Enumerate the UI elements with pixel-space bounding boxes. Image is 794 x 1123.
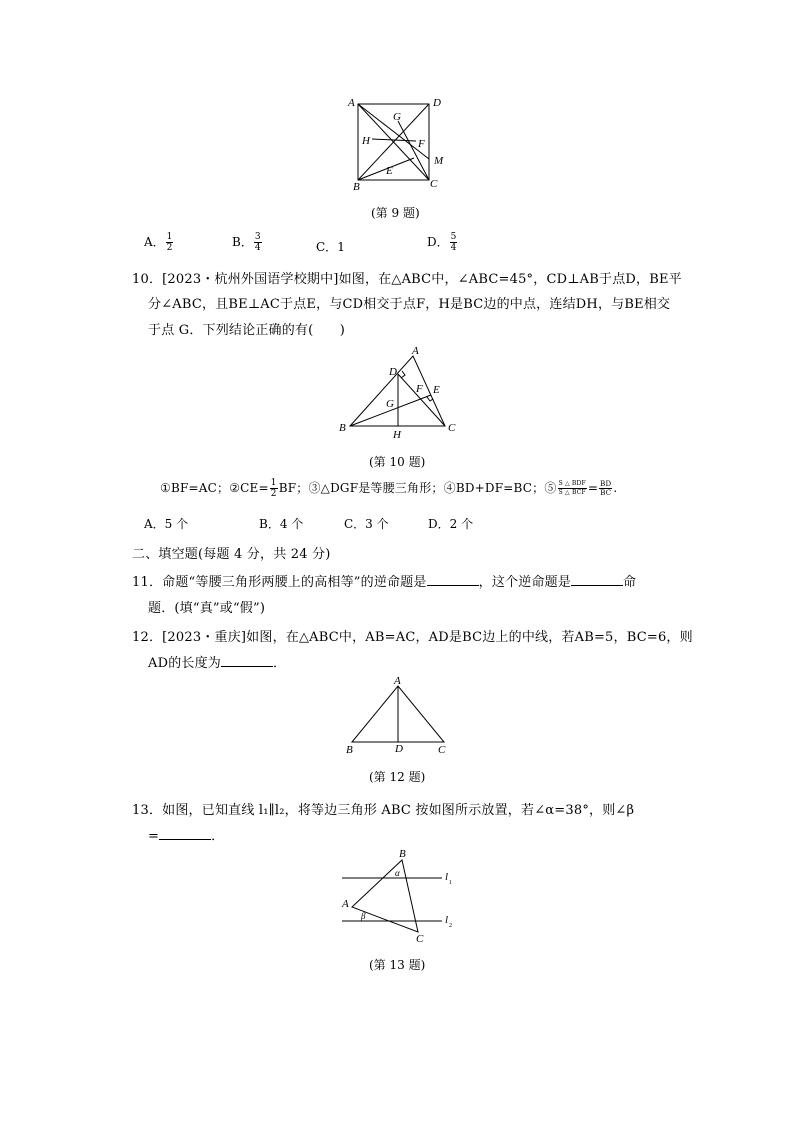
q11-text-b: ，这个逆命题是 — [478, 575, 572, 590]
q13-label-alpha: α — [395, 868, 400, 878]
q11-line-2: 题．(填“真”或“假”) — [148, 601, 266, 616]
q11-text-c: 命 — [623, 575, 637, 590]
q10-label-a: A — [412, 345, 419, 357]
q13-label-l2-sub: 2 — [449, 923, 452, 929]
q10-statement-2-post: BF； — [278, 481, 309, 495]
q12-label-b: B — [346, 744, 353, 756]
q10-statement-5-eq: = — [587, 481, 599, 495]
q9-option-d-letter: D． — [427, 235, 449, 249]
q10-option-a: A．5 个 — [144, 517, 189, 531]
q12-label-c: C — [438, 744, 446, 756]
q10-statement-5-right-fraction: $\frac{BD}{BC}$ — [600, 480, 612, 497]
q9-caption: (第 9 题) — [371, 206, 420, 220]
q9-label-f: F — [418, 138, 425, 150]
q10-line-3: 于点 G．下列结论正确的有( ) — [148, 323, 346, 338]
q10-statement-5-pre: ⑤ — [544, 481, 557, 495]
q13-text-a: = — [148, 829, 160, 844]
q9-label-a: A — [348, 97, 355, 109]
q12-caption: (第 12 题) — [369, 770, 426, 784]
section-2-title: 二、填空题(每题 4 分，共 24 分) — [132, 547, 331, 562]
q9-label-b: B — [353, 181, 360, 193]
q9-label-g: G — [393, 111, 401, 123]
q10-label-g: G — [386, 398, 394, 410]
q10-label-h: H — [393, 429, 401, 441]
q9-label-e: E — [386, 165, 393, 177]
q10-option-d: D．2 个 — [428, 517, 474, 531]
q12-line-1: 12．[2023・重庆]如图，在△ABC中，AB=AC，AD是BC边上的中线，若AB=5，BC=6，则 — [132, 630, 693, 645]
q10-label-b: B — [339, 422, 346, 434]
q9-label-c: C — [430, 178, 438, 190]
q10-option-b: B．4 个 — [259, 517, 304, 531]
q10-label-d: D — [389, 366, 397, 378]
q10-caption: (第 10 题) — [369, 455, 426, 469]
q9-label-m: M — [434, 155, 444, 167]
q13-label-beta: β — [361, 911, 366, 921]
q10-label-e: E — [433, 384, 440, 396]
q13-text-b: ． — [211, 829, 225, 844]
q10-statement-4: ④BD+DF=BC； — [443, 481, 545, 495]
q10-statement-5-post: . — [613, 481, 618, 495]
q13-line-1: 13．如图，已知直线 l₁∥l₂，将等边三角形 ABC 按如图所示放置，若∠α=38°，则∠β — [132, 803, 635, 818]
q13-label-b: B — [399, 848, 406, 860]
q9-option-d-fraction: $\frac{5}{4}$ — [450, 232, 457, 253]
q10-statement-1: ①BF=AC； — [160, 481, 230, 495]
q10-statement-2-pre: ②CE= — [229, 481, 269, 495]
q10-line-1: 10．[2023・杭州外国语学校期中]如图，在△ABC中，∠ABC=45°，CD⊥AB于点D，BE平 — [132, 272, 682, 287]
q10-line-2: 分∠ABC，且BE⊥AC于点E，与CD相交于点F，H是BC边的中点，连结DH，与BE相交 — [148, 297, 671, 312]
q13-label-l1-sub: 1 — [449, 880, 452, 886]
q10-statement-2-fraction: $\frac{1}{2}$ — [270, 478, 277, 499]
q9-label-h: H — [362, 135, 370, 147]
q9-option-b-letter: B． — [232, 235, 253, 249]
q9-option-c-letter: C． — [316, 240, 338, 254]
q13-caption: (第 13 题) — [369, 958, 426, 972]
q9-option-b-fraction: $\frac{3}{4}$ — [254, 232, 261, 253]
q9-option-a-fraction: $\frac{1}{2}$ — [166, 232, 173, 253]
q13-label-c: C — [416, 933, 424, 945]
q10-label-c: C — [448, 422, 456, 434]
q9-option-a-letter: A． — [144, 235, 165, 249]
q10-statement-5-left-fraction: $\frac{\text{S △ BDF}}{\text{S △ BCF}}$ — [558, 480, 586, 496]
q10-label-f: F — [416, 383, 423, 395]
q12-text-a: AD的长度为 — [148, 656, 222, 671]
q12-text-b: ． — [273, 656, 287, 671]
q13-label-a: A — [342, 898, 349, 910]
q11-text-a: 11．命题“等腰三角形两腰上的高相等”的逆命题是 — [132, 575, 427, 590]
q9-label-d: D — [433, 97, 441, 109]
q10-statement-3: ③△DGF是等腰三角形； — [308, 481, 444, 495]
q12-label-a: A — [394, 675, 401, 687]
q13-label-l2: l — [445, 914, 449, 926]
q12-label-d: D — [395, 743, 403, 755]
q10-option-c: C．3 个 — [344, 517, 389, 531]
q13-label-l1: l — [445, 871, 449, 883]
q9-option-c-value: 1 — [337, 240, 345, 254]
